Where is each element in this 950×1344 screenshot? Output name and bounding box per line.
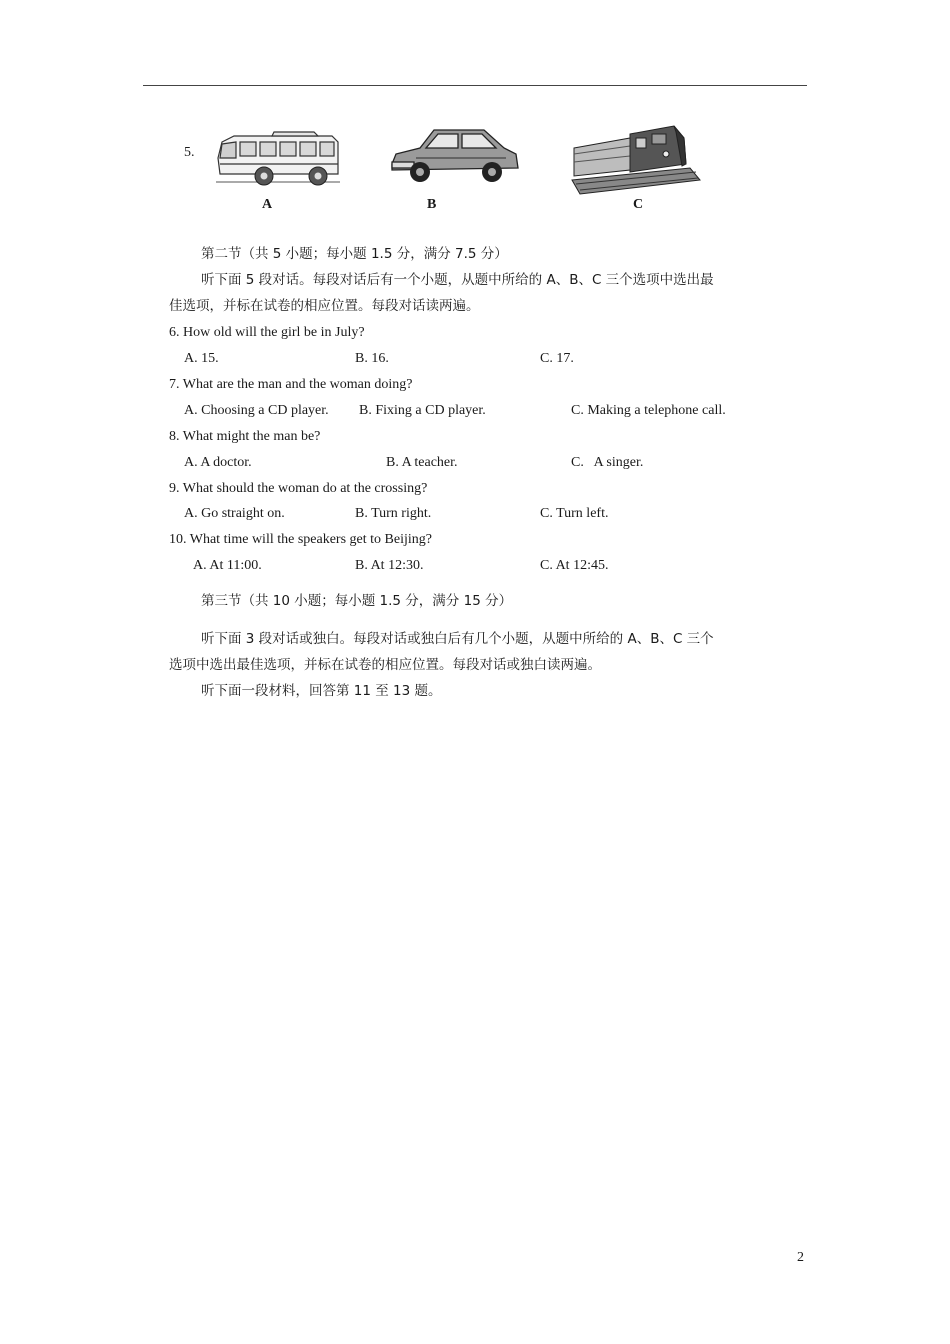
section-2-instruction-line-1: 听下面 5 段对话。每段对话后有一个小题，从题中所给的 A、B、C 三个选项中选出最 [201, 272, 714, 288]
page-number: 2 [797, 1250, 804, 1265]
bus-icon [214, 128, 342, 190]
question-9-option-b: B. Turn right. [355, 506, 432, 521]
car-icon [386, 124, 522, 188]
question-9-option-a: A. Go straight on. [184, 506, 285, 521]
question-5-number: 5. [184, 145, 195, 160]
question-8-option-c: C. A singer. [571, 455, 644, 470]
question-6: 6. How old will the girl be in July? [169, 325, 365, 340]
section-2-header: 第二节（共 5 小题；每小题 1.5 分，满分 7.5 分） [201, 246, 508, 262]
question-7: 7. What are the man and the woman doing? [169, 377, 413, 392]
question-6-option-b: B. 16. [355, 351, 389, 366]
question-6-option-a: A. 15. [184, 351, 219, 366]
section-3-instruction-line-3: 听下面一段材料，回答第 11 至 13 题。 [201, 683, 442, 699]
question-10-option-a: A. At 11:00. [193, 558, 262, 573]
section-2-instruction-line-2: 佳选项，并标在试卷的相应位置。每段对话读两遍。 [169, 298, 480, 314]
section-3-instruction-line-2: 选项中选出最佳选项，并标在试卷的相应位置。每段对话或独白读两遍。 [169, 657, 601, 673]
question-8-option-a: A. A doctor. [184, 455, 252, 470]
question-7-option-a: A. Choosing a CD player. [184, 403, 329, 418]
section-3-header: 第三节（共 10 小题；每小题 1.5 分，满分 15 分） [201, 593, 513, 609]
q5-option-b-label: B [427, 197, 437, 212]
question-9: 9. What should the woman do at the crossing? [169, 481, 428, 496]
question-9-option-c: C. Turn left. [540, 506, 609, 521]
question-7-option-c: C. Making a telephone call. [571, 403, 726, 418]
question-7-option-b: B. Fixing a CD player. [359, 403, 486, 418]
q5-option-a-label: A [262, 197, 273, 212]
question-10: 10. What time will the speakers get to Beijing? [169, 532, 432, 547]
question-10-option-b: B. At 12:30. [355, 558, 424, 573]
header-rule [143, 85, 807, 86]
question-6-option-c: C. 17. [540, 351, 574, 366]
question-8: 8. What might the man be? [169, 429, 321, 444]
question-8-option-b: B. A teacher. [386, 455, 458, 470]
section-3-instruction-line-1: 听下面 3 段对话或独白。每段对话或独白后有几个小题，从题中所给的 A、B、C 三个 [201, 631, 714, 647]
train-icon [570, 124, 702, 196]
q5-option-c-label: C [633, 197, 644, 212]
question-10-option-c: C. At 12:45. [540, 558, 609, 573]
